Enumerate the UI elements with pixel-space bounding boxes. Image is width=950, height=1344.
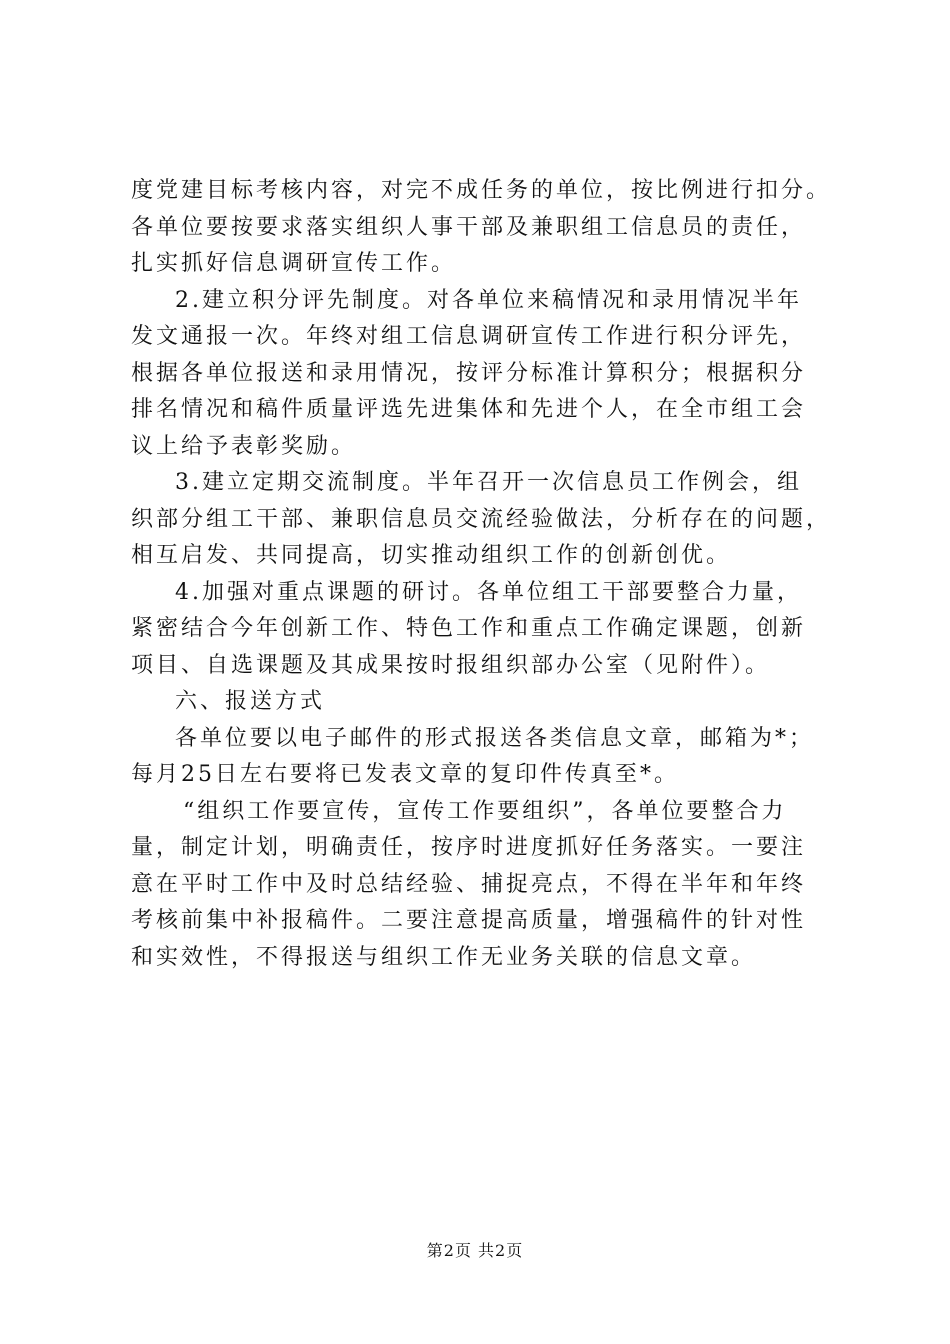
text-line: 4.加强对重点课题的研讨。各单位组工干部要整合力量， [175,579,802,605]
document-body [131,173,861,976]
text-line: 议上给予表彰奖励。 [131,433,357,459]
text-line: “组织工作要宣传，宣传工作要组织”，各单位要整合力 [183,798,787,824]
text-line: 2.建立积分评先制度。对各单位来稿情况和录用情况半年 [175,287,802,313]
text-line: 意在平时工作中及时总结经验、捕捉亮点，不得在半年和年终 [131,871,807,897]
text-line: 每月25日左右要将已发表文章的复印件传真至*。 [131,762,679,787]
text-line: 度党建目标考核内容，对完不成任务的单位，按比例进行扣分。 [131,178,832,203]
text-line: 扎实抓好信息调研宣传工作。 [131,251,457,276]
text-line: 各单位要按要求落实组织人事干部及兼职组工信息员的责任， [131,214,807,240]
text-line: 考核前集中补报稿件。二要注意提高质量，增强稿件的针对性 [131,908,807,933]
text-line: 项目、自选课题及其成果按时报组织部办公室（见附件）。 [131,652,771,678]
section-heading: 六、报送方式 [175,689,326,714]
text-line: 3.建立定期交流制度。半年召开一次信息员工作例会，组 [175,470,802,495]
text-line: 量，制定计划，明确责任，按序时进度抓好任务落实。一要注 [131,835,807,860]
text-line: 根据各单位报送和录用情况，按评分标准计算积分；根据积分 [131,360,807,386]
text-line: 紧密结合今年创新工作、特色工作和重点工作确定课题，创新 [131,616,807,641]
text-line: 发文通报一次。年终对组工信息调研宣传工作进行积分评先， [131,324,807,349]
text-line: 各单位要以电子邮件的形式报送各类信息文章，邮箱为*； [175,725,815,751]
text-line: 排名情况和稿件质量评选先进集体和先进个人，在全市组工会 [131,397,807,422]
text-line: 织部分组工干部、兼职信息员交流经验做法，分析存在的问题， [131,506,832,532]
text-line: 和实效性，不得报送与组织工作无业务关联的信息文章。 [131,944,757,970]
page-number-footer: 第2页 共2页 [426,1241,524,1260]
text-line: 相互启发、共同提高，切实推动组织工作的创新创优。 [131,543,732,568]
